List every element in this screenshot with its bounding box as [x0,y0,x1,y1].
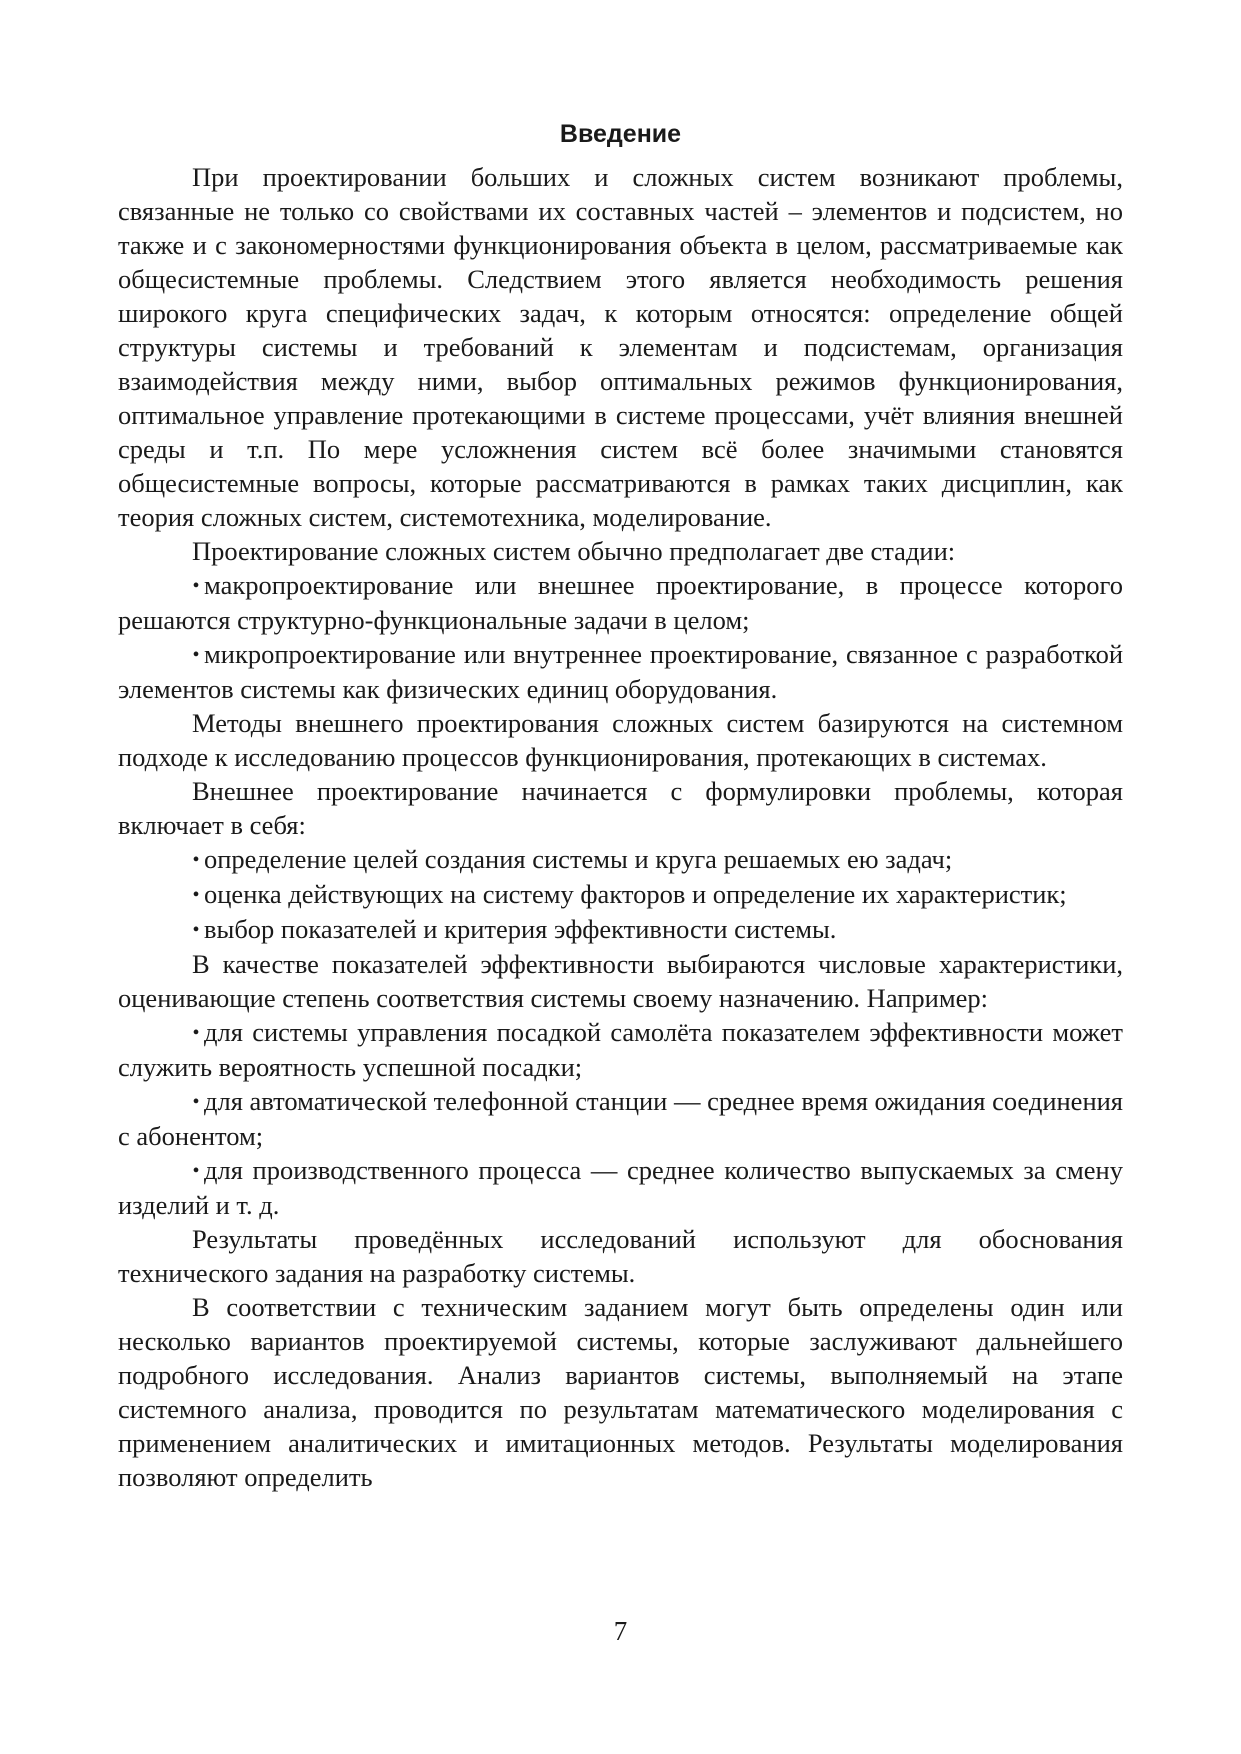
document-page [118,116,1123,1494]
page-title: Введение [559,120,682,148]
bullet-icon: • [192,1022,200,1044]
bullet-item [118,877,1123,912]
paragraph: В соответствии с техническим заданием могут быть определены один или несколько вариантов проектируемой системы, которые заслуживают дальнейшего подробного исследования. Анализ вариантов системы, выполняемый на этапе системного анализа, проводится по результатам математического моделирования с применением аналитических и имитационных методов. Результаты моделирования позволяют определить [118,1292,1123,1492]
bullet-icon: • [192,644,200,666]
paragraph: При проектировании больших и сложных систем возникают проблемы, связанные не только со свойствами их составных частей – элементов и подсистем, но также и с закономерностями функционирования объекта в целом, рассматриваемые как общесистемные проблемы. Следствием этого является необходимость решения широкого круга специфических задач, к которым относятся: определение общей структуры системы и требований к элементам и подсистемам, организация взаимодействия между ними, выбор оптимальных режимов функционирования, оптимальное управление протекающими в системе процессами, учёт влияния внешней среды и т.п. По мере усложнения систем всё более значимыми становятся общесистемные вопросы, которые рассматриваются в рамках таких дисциплин, как теория сложных систем, системотехника, моделирование. [118,162,1123,532]
bullet-item [118,842,1123,877]
bullet-text: микропроектирование или внутреннее проектирование, связанное с разработкой элементов системы как физических единиц оборудования. [118,639,1123,704]
bullet-icon: • [192,849,200,871]
bullet-item [118,1084,1123,1153]
bullet-text: определение целей создания системы и круга решаемых ею задач; [204,844,953,874]
page-number: 7 [613,1616,628,1646]
bullet-icon: • [192,919,200,941]
bullet-text: оценка действующих на систему факторов и определение их характеристик; [204,879,1067,909]
bullet-text: для системы управления посадкой самолёта показателем эффективности может служить вероятность успешной посадки; [118,1017,1123,1082]
bullet-item [118,1153,1123,1222]
bullet-icon: • [192,884,200,906]
paragraph: В качестве показателей эффективности выбираются числовые характеристики, оценивающие степень соответствия системы своему назначению. Например: [118,949,1123,1013]
bullet-item [118,568,1123,637]
bullet-text: макропроектирование или внешнее проектирование, в процессе которого решаются структурно-функциональные задачи в целом; [118,570,1123,635]
bullet-text: для производственного процесса — среднее количество выпускаемых за смену изделий и т. д. [118,1155,1123,1220]
paragraph: Проектирование сложных систем обычно предполагает две стадии: [192,536,956,566]
paragraph: Методы внешнего проектирования сложных систем базируются на системном подходе к исследованию процессов функционирования, протекающих в системах. [118,708,1123,772]
paragraph: Внешнее проектирование начинается с формулировки проблемы, которая включает в себя: [118,776,1123,840]
bullet-icon: • [192,1091,200,1113]
bullet-icon: • [192,1160,200,1182]
bullet-item [118,912,1123,947]
paragraph: Результаты проведённых исследований используют для обоснования технического задания на разработку системы. [118,1224,1123,1288]
bullet-icon: • [192,575,200,597]
bullet-item [118,637,1123,706]
bullet-text: выбор показателей и критерия эффективности системы. [204,914,837,944]
bullet-item [118,1015,1123,1084]
bullet-text: для автоматической телефонной станции — среднее время ожидания соединения с абонентом; [118,1086,1123,1151]
